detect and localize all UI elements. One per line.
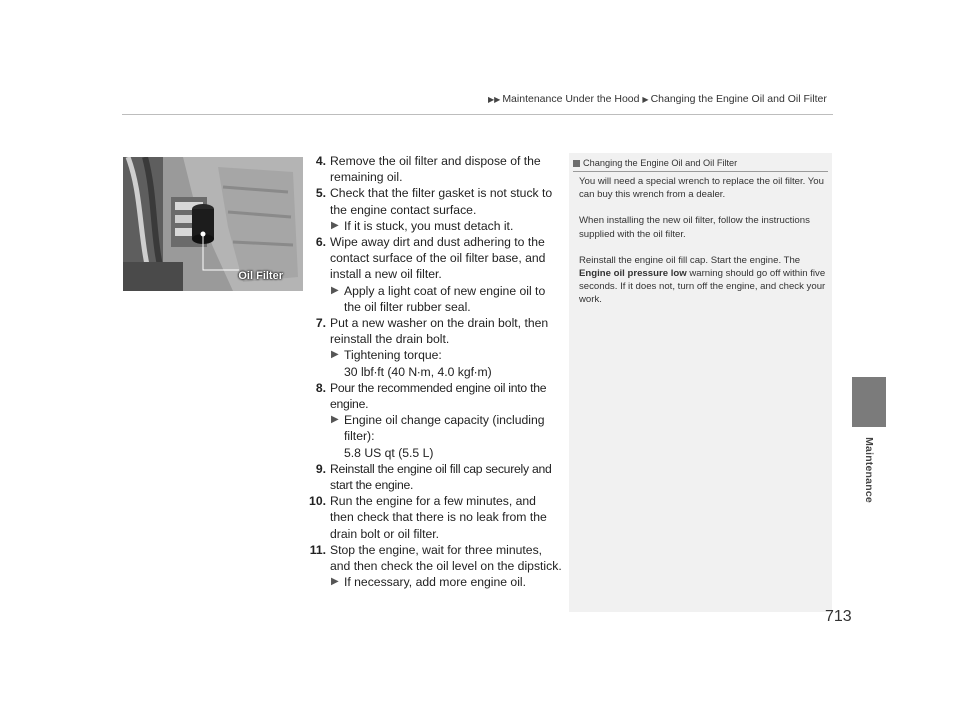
step-substep xyxy=(330,347,563,379)
procedure-step xyxy=(308,153,563,185)
substep-arrow-icon: ▶ xyxy=(331,576,339,588)
step-substep xyxy=(330,412,563,461)
breadcrumb-separator-icon: ▶ xyxy=(642,95,649,104)
note-divider xyxy=(573,171,828,172)
substep-text: If it is stuck, you must detach it. xyxy=(344,218,514,233)
procedure-step xyxy=(308,493,563,542)
substep-arrow-icon: ▶ xyxy=(331,414,339,426)
step-text: Wipe away dirt and dust adhering to the contact surface of the oil filter base, and install a new oil filter. xyxy=(330,235,546,282)
step-number: 4. xyxy=(315,154,326,168)
header-divider xyxy=(122,114,833,115)
step-text: Reinstall the engine oil fill cap securely and start the engine. xyxy=(330,461,552,493)
step-text: Stop the engine, wait for three minutes, and then check the oil level on the dipstick. xyxy=(330,542,562,574)
note-paragraph: You will need a special wrench to replace the oil filter. You can buy this wrench from a dealer. xyxy=(579,176,824,201)
substep-arrow-icon: ▶ xyxy=(331,349,339,361)
substep-text: Apply a light coat of new engine oil to the oil filter rubber seal. xyxy=(344,283,546,314)
note-title-text: Changing the Engine Oil and Oil Filter xyxy=(583,158,738,168)
section-tab-label: Maintenance xyxy=(863,437,875,503)
step-number: 6. xyxy=(315,235,326,250)
substep-text: Engine oil change capacity (including filter): 5.8 US qt (5.5 L) xyxy=(344,413,545,460)
substep-text: If necessary, add more engine oil. xyxy=(344,575,527,590)
procedure-step xyxy=(308,185,563,217)
breadcrumb xyxy=(488,93,827,105)
note-paragraph: When installing the new oil filter, follow the instructions supplied with the oil filter. xyxy=(579,215,810,240)
step-number: 5. xyxy=(315,186,326,201)
step-text: Run the engine for a few minutes, and then check that there is no leak from the drain bolt or oil filter. xyxy=(330,494,547,541)
procedure-step xyxy=(308,380,563,412)
note-marker-icon xyxy=(573,160,580,167)
procedure-step xyxy=(308,234,563,283)
step-number: 11. xyxy=(309,542,326,557)
step-number: 8. xyxy=(315,380,326,395)
breadcrumb-arrow-icon: ▶▶ xyxy=(488,95,501,104)
procedure-steps xyxy=(308,153,563,590)
substep-arrow-icon: ▶ xyxy=(331,219,339,231)
section-tab[interactable] xyxy=(852,377,886,427)
oil-filter-callout: Oil Filter xyxy=(238,270,283,282)
procedure-step xyxy=(308,315,563,347)
page-number: 713 xyxy=(825,608,852,625)
note-paragraph: Reinstall the engine oil fill cap. Start the engine. The Engine oil pressure low warning should go off within five seconds. If it does not, turn off the engine, and check your work. xyxy=(579,254,826,306)
step-text: Put a new washer on the drain bolt, then reinstall the drain bolt. xyxy=(330,316,549,347)
step-number: 9. xyxy=(315,461,326,476)
step-substep xyxy=(330,283,563,315)
note-body xyxy=(579,175,827,320)
procedure-step xyxy=(308,461,563,493)
oil-filter-photo xyxy=(123,157,303,291)
warning-name: Engine oil pressure low xyxy=(579,268,687,280)
step-text: Remove the oil filter and dispose of the remaining oil. xyxy=(330,154,541,185)
note-sidebar xyxy=(569,153,832,612)
breadcrumb-page[interactable]: Changing the Engine Oil and Oil Filter xyxy=(650,93,827,105)
note-title xyxy=(573,158,737,168)
step-substep xyxy=(330,574,563,590)
procedure-step xyxy=(308,542,563,574)
step-substep xyxy=(330,218,563,234)
substep-arrow-icon: ▶ xyxy=(331,284,339,296)
step-text: Check that the filter gasket is not stuck to the engine contact surface. xyxy=(330,186,553,217)
breadcrumb-section[interactable]: Maintenance Under the Hood xyxy=(502,93,640,105)
step-number: 10. xyxy=(309,494,326,509)
step-text: Pour the recommended engine oil into the engine. xyxy=(330,380,547,412)
substep-text: Tightening torque: 30 lbf∙ft (40 N∙m, 4.0 kgf∙m) xyxy=(344,348,492,379)
step-number: 7. xyxy=(315,316,326,331)
